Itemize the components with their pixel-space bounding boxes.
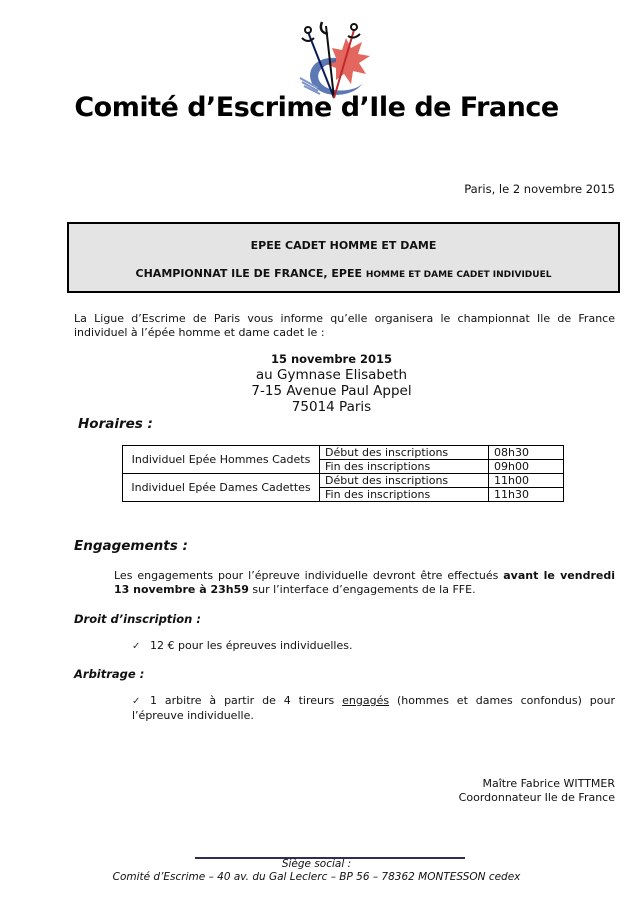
intro-paragraph: La Ligue d’Escrime de Paris vous informe qu’elle organisera le championnat Ile de France individuel à l’épée homme et dame cadet le : bbox=[74, 312, 615, 339]
date-line: Paris, le 2 novembre 2015 bbox=[464, 182, 615, 196]
signer-role: Coordonnateur Ile de France bbox=[458, 791, 615, 804]
engagements-deadline: avant le vendredi 13 novembre à 23h59 bbox=[114, 569, 615, 596]
organization-title: Comité d’Escrime d’Ile de France bbox=[74, 92, 559, 123]
venue-street: 7-15 Avenue Paul Appel bbox=[251, 383, 412, 399]
signer-name: Maître Fabrice WITTMER bbox=[482, 777, 615, 790]
event-cell: Individuel Epée Hommes Cadets bbox=[123, 446, 320, 474]
engagements-text-before: Les engagements pour l’épreuve individuelle devront être effectués bbox=[114, 569, 504, 582]
footer bbox=[0, 858, 633, 884]
title-line-2-small: HOMME ET DAME CADET INDIVIDUEL bbox=[365, 270, 552, 280]
venue-place: au Gymnase Elisabeth bbox=[255, 367, 408, 383]
engagements-paragraph bbox=[114, 569, 615, 597]
footer-label: Siège social : bbox=[281, 858, 352, 870]
fee-heading: Droit d’inscription : bbox=[74, 612, 201, 626]
time-cell: 09h00 bbox=[489, 460, 564, 474]
schedule-table bbox=[122, 445, 564, 502]
venue-date: 15 novembre 2015 bbox=[270, 352, 393, 366]
time-cell: 08h30 bbox=[489, 446, 564, 460]
fee-item bbox=[132, 639, 352, 652]
arbitrage-underlined: engagés bbox=[342, 694, 390, 707]
checkmark-icon: ✓ bbox=[132, 641, 141, 652]
time-cell: 11h30 bbox=[489, 488, 564, 502]
table-row bbox=[123, 474, 564, 488]
label-cell: Fin des inscriptions bbox=[320, 460, 489, 474]
venue-block bbox=[0, 352, 633, 415]
checkmark-icon: ✓ bbox=[132, 696, 141, 707]
engagements-heading: Engagements : bbox=[74, 538, 188, 554]
engagements-text-after: sur l’interface d’engagements de la FFE. bbox=[248, 583, 476, 596]
footer-address: Comité d’Escrime – 40 av. du Gal Leclerc – BP 56 – 78362 MONTESSON cedex bbox=[112, 871, 521, 883]
event-cell: Individuel Epée Dames Cadettes bbox=[123, 474, 320, 502]
label-cell: Début des inscriptions bbox=[320, 474, 489, 488]
table-row bbox=[123, 446, 564, 460]
signature-block bbox=[459, 777, 615, 805]
title-line-2 bbox=[69, 267, 618, 280]
label-cell: Fin des inscriptions bbox=[320, 488, 489, 502]
arbitrage-text-after: (hommes et dames confondus) pour l’épreuve individuelle. bbox=[132, 694, 615, 722]
schedule-heading: Horaires : bbox=[78, 416, 153, 432]
fee-text: 12 € pour les épreuves individuelles. bbox=[150, 639, 353, 652]
arbitrage-item bbox=[132, 694, 615, 723]
title-line-1: EPEE CADET HOMME ET DAME bbox=[250, 239, 437, 252]
label-cell: Début des inscriptions bbox=[320, 446, 489, 460]
title-box bbox=[67, 222, 620, 293]
time-cell: 11h00 bbox=[489, 474, 564, 488]
arbitrage-heading: Arbitrage : bbox=[74, 667, 145, 681]
fencing-swords-logo-icon bbox=[296, 18, 376, 100]
title-line-2-main: CHAMPIONNAT ILE DE FRANCE, EPEE bbox=[135, 267, 366, 280]
venue-city: 75014 Paris bbox=[291, 399, 372, 415]
arbitrage-text-before: 1 arbitre à partir de 4 tireurs bbox=[150, 694, 343, 707]
